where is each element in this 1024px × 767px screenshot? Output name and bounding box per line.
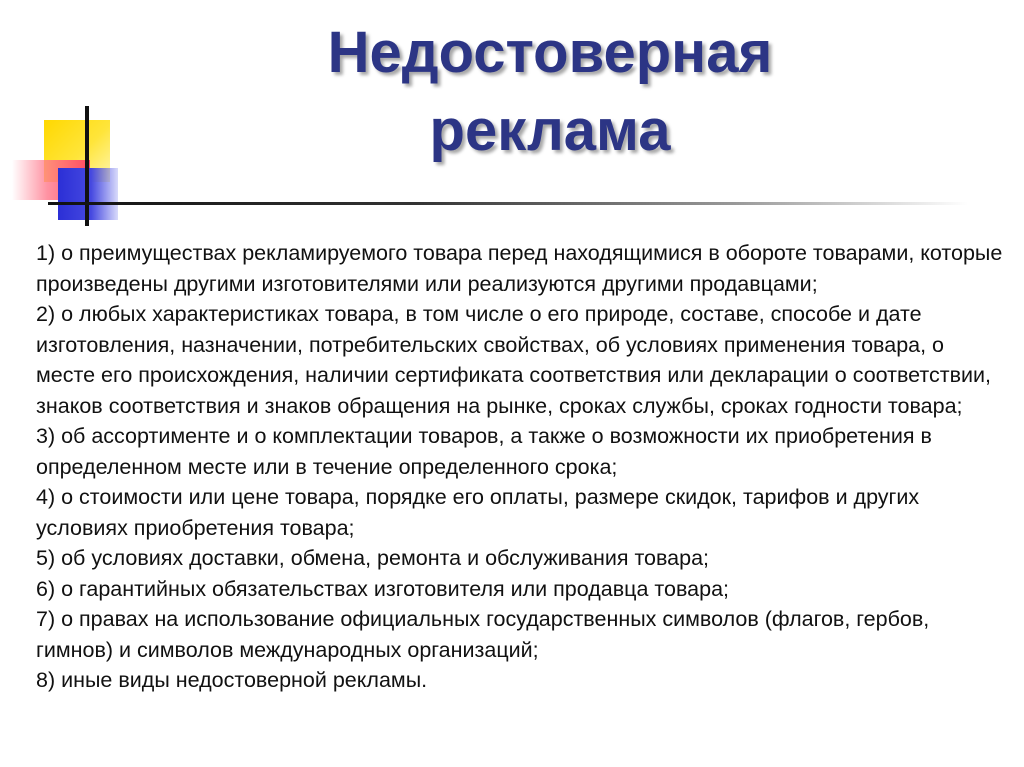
slide-title-line-2: реклама [429,98,671,163]
list-item-6: 6) о гарантийных обязательствах изготовителя или продавца товара; [36,576,729,601]
list-item-4: 4) о стоимости или цене товара, порядке его оплаты, размере скидок, тарифов и других условиях приобретения товара; [36,485,920,540]
list-item-7: 7) о правах на использование официальных государственных символов (флагов, гербов, гимнов) и символов международных организаций; [36,607,930,662]
vertical-line-decoration [85,106,89,226]
slide-title [150,14,950,170]
slide-body [36,238,1006,696]
slide-title-line-1: Недостоверная [327,20,773,85]
list-item-3: 3) об ассортименте и о комплектации товаров, а также о возможности их приобретения в определенном месте или в течение определенного срока; [36,424,932,479]
list-item-1: 1) о преимуществах рекламируемого товара перед находящимися в обороте товарами, которые произведены другими изготовителями или реализуются другими продавцами; [36,241,1003,296]
list-item-5: 5) об условиях доставки, обмена, ремонта и обслуживания товара; [36,546,710,570]
list-item-2: 2) о любых характеристиках товара, в том числе о его природе, составе, способе и дате изготовления, назначении, потребительских свойствах, об условиях применения товара, о месте его происхождения, наличии сертификата соответствия или декларации о соответствии, знаков соответствия и знаков обращения на рынке, сроках службы, сроках годности товара; [36,302,992,418]
horizontal-divider [48,202,968,205]
list-item-8: 8) иные виды недостоверной рекламы. [36,668,428,692]
